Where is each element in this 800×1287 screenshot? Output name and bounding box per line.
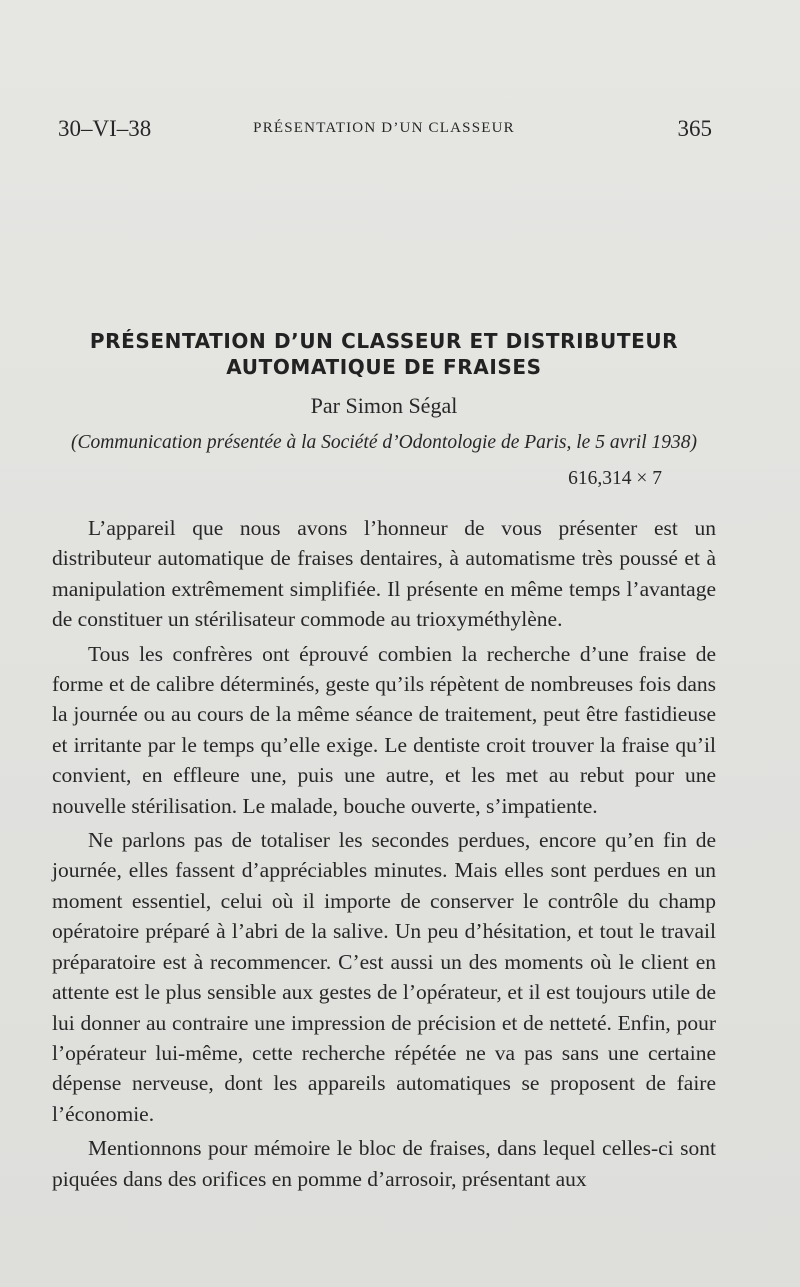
article-body bbox=[52, 513, 716, 1198]
article-title-line-2: AUTOMATIQUE DE FRAISES bbox=[226, 355, 542, 379]
paragraph-1: L’appareil que nous avons l’honneur de vous présenter est un distributeur automatique de fraises dentaires, à automatisme très poussé et à manipulation extrêmement simplifiée. Il présente en même temps l’avantage de constituer un stérilisateur commode au trioxyméthylène. bbox=[52, 516, 716, 632]
page-number: 365 bbox=[677, 116, 712, 141]
classification-code: 616,314 × 7 bbox=[568, 468, 662, 489]
paragraph-3: Ne parlons pas de totaliser les secondes perdues, encore qu’en fin de journée, elles fassent d’appréciables minutes. Mais elles sont perdues en un moment essentiel, celui où il importe de conserver le contrôle du champ opératoire préparé à l’abri de la salive. Un peu d’hésitation, et tout le travail préparatoire est à recommencer. C’est aussi un des moments où le client en attente est le plus sensible aux gestes de l’opérateur, et il est toujours utile de lui donner au contraire une impression de précision et de netteté. Enfin, pour l’opérateur lui-même, cette recherche répétée ne va pas sans une certaine dépense nerveuse, dont les appareils automatiques se proposent de faire l’économie. bbox=[52, 828, 716, 1126]
paragraph-4: Mentionnons pour mémoire le bloc de fraises, dans lequel celles-ci sont piquées dans des orifices en pomme d’arrosoir, présentant aux bbox=[52, 1136, 716, 1191]
communication-note: (Communication présentée à la Société d’Odontologie de Paris, le 5 avril 1938) bbox=[70, 432, 698, 453]
running-head-date: 30–VI–38 bbox=[58, 116, 152, 141]
paragraph-2: Tous les confrères ont éprouvé combien la recherche d’une fraise de forme et de calibre déterminés, geste qu’ils répètent de nombreuses fois dans la journée ou au cours de la même séance de traitement, peut être fastidieuse et irritante par le temps qu’elle exige. Le dentiste croit trouver la fraise qu’il convient, en effleure une, puis une autre, et les met au rebut pour une nouvelle stérilisation. Le malade, bouche ouverte, s’impatiente. bbox=[52, 641, 716, 818]
article-title-line-1: PRÉSENTATION D’UN CLASSEUR ET DISTRIBUTEUR bbox=[89, 329, 679, 353]
article-title bbox=[52, 328, 716, 380]
article-author: Par Simon Ségal bbox=[310, 393, 458, 418]
running-head-title: PRÉSENTATION D’UN CLASSEUR bbox=[253, 120, 515, 136]
running-head bbox=[52, 116, 716, 140]
